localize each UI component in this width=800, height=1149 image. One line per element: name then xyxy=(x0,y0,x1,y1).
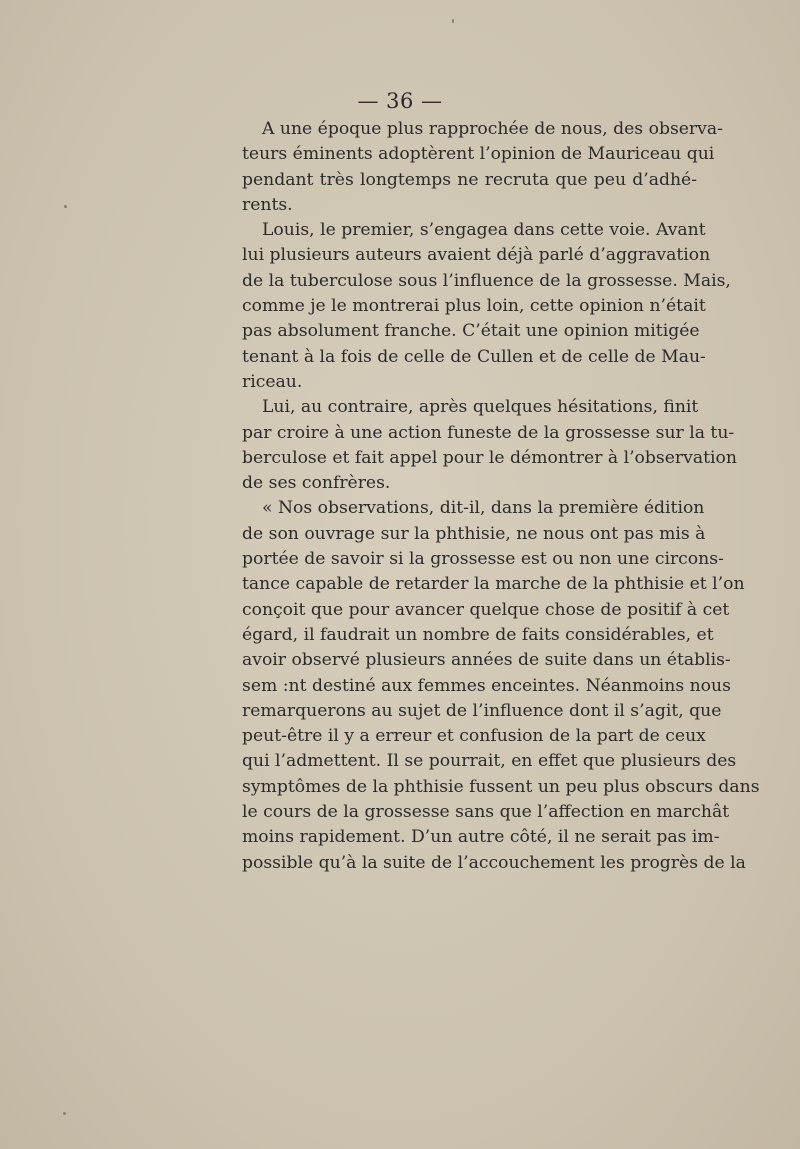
text-line: de la tuberculose sous l’influence de la grossesse. Mais, xyxy=(242,270,731,291)
body-text xyxy=(222,117,760,876)
text-line: berculose et fait appel pour le démontrer à l’observation xyxy=(242,447,737,468)
paper-speck xyxy=(63,1112,66,1115)
text-line: peut-être il y a erreur et confusion de la part de ceux xyxy=(242,726,706,747)
text-line: remarquerons au sujet de l’influence dont il s’agit, que xyxy=(242,700,722,721)
paragraph xyxy=(222,117,723,218)
text-line: qui l’admettent. Il se pourrait, en effet que plusieurs des xyxy=(242,751,737,772)
text-line: sem :nt destiné aux femmes enceintes. Néanmoins nous xyxy=(242,675,731,696)
text-line: moins rapidement. D’un autre côté, il ne serait pas im- xyxy=(242,827,720,848)
paragraph xyxy=(222,218,731,395)
text-line: riceau. xyxy=(242,371,303,392)
text-line: A une époque plus rapprochée de nous, des observa- xyxy=(262,119,723,139)
text-line: égard, il faudrait un nombre de faits considérables, et xyxy=(242,624,714,645)
text-line: teurs éminents adoptèrent l’opinion de Mauriceau qui xyxy=(242,144,715,165)
text-line: Louis, le premier, s’engagea dans cette voie. Avant xyxy=(262,220,706,241)
text-line: comme je le montrerai plus loin, cette opinion n’était xyxy=(242,296,706,317)
page-number: — 36 — xyxy=(357,89,443,113)
text-line: tance capable de retarder la marche de la phthisie et l’on xyxy=(242,574,745,595)
text-line: de son ouvrage sur la phthisie, ne nous ont pas mis à xyxy=(242,523,706,544)
text-line: possible qu’à la suite de l’accouchement les progrès de la xyxy=(242,852,746,873)
text-line: le cours de la grossesse sans que l’affection en marchât xyxy=(242,802,730,823)
paper-speck xyxy=(452,19,454,23)
text-line: « Nos observations, dit-il, dans la première édition xyxy=(262,498,705,519)
paper-speck xyxy=(64,205,67,208)
text-line: conçoit que pour avancer quelque chose de positif à cet xyxy=(242,599,730,620)
text-line: de ses confrères. xyxy=(242,473,391,494)
paragraph xyxy=(222,395,737,496)
text-line: pas absolument franche. C’était une opinion mitigée xyxy=(242,321,700,342)
text-line: par croire à une action funeste de la grossesse sur la tu- xyxy=(242,422,735,443)
text-line: pendant très longtemps ne recruta que peu d’adhé- xyxy=(242,169,697,190)
text-line: rents. xyxy=(242,194,293,215)
paragraph xyxy=(222,496,760,875)
text-line: symptômes de la phthisie fussent un peu plus obscurs dans xyxy=(242,776,760,797)
text-line: avoir observé plusieurs années de suite dans un établis- xyxy=(242,650,731,671)
text-line: Lui, au contraire, après quelques hésitations, finit xyxy=(262,397,699,418)
text-line: portée de savoir si la grossesse est ou non une circons- xyxy=(242,549,724,570)
text-line: lui plusieurs auteurs avaient déjà parlé d’aggravation xyxy=(242,245,711,266)
text-line: tenant à la fois de celle de Cullen et de celle de Mau- xyxy=(242,346,706,367)
